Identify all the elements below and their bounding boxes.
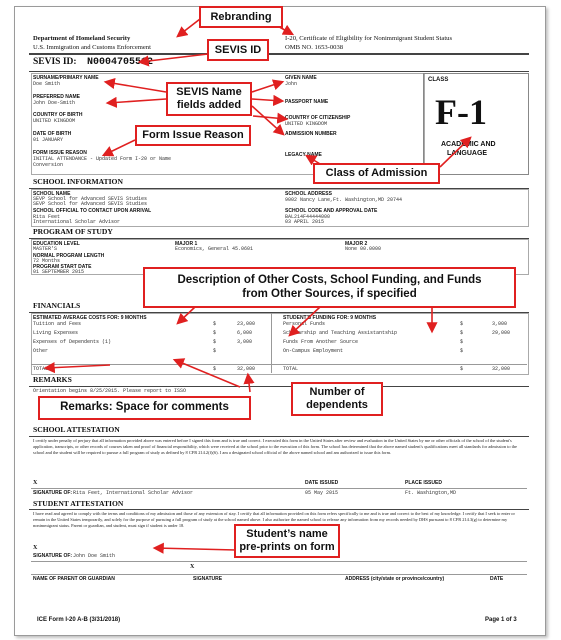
costs-label: ESTIMATED AVERAGE COSTS FOR: 9 MONTHS	[33, 315, 147, 321]
funding-row-label: On-Campus Employment	[283, 348, 344, 354]
student-signature-value: John Doe Smith	[73, 553, 116, 559]
school-name-value-2: SEVP School for Advanced SEVIS Studies	[33, 201, 148, 207]
class-label: CLASS	[428, 77, 449, 83]
parent-signature-label: SIGNATURE	[193, 576, 223, 582]
education-level-label: EDUCATION LEVEL	[33, 241, 80, 247]
student-sign-x: X	[33, 545, 38, 551]
school-info-title: SCHOOL INFORMATION	[33, 177, 123, 186]
citizenship-value: UNITED KINGDOM	[285, 121, 328, 127]
funding-row-currency: $	[460, 321, 464, 327]
student-attestation-text: I have read and agreed to comply with the terms and conditions of my admission and those of any extension of stay. I certify that all information provided on this form refers specifically to me and is true and correct to the best of my knowledge. I certify that I seek to enter or remain in the United States temporarily, and solely for the purpose of pursuing a full program of study at the school named above. I also authorize the named school to release any information from my records needed by DHS pursuant to 8 CFR 214.3(g) to determine my nonimmigrant status. Parent or guardian, and student, must sign if student is under 18.	[33, 511, 515, 528]
funding-label: STUDENT'S FUNDING FOR: 9 MONTHS	[283, 315, 377, 321]
birth-country-value: UNITED KINGDOM	[33, 118, 76, 124]
cost-row-label: Tuition and Fees	[33, 321, 82, 327]
footer-form-id: ICE Form I-20 A-B (3/31/2018)	[37, 617, 121, 623]
student-signature-label: SIGNATURE OF:	[33, 553, 73, 559]
class-sub-1: ACADEMIC AND	[441, 141, 496, 148]
cost-row-label: Other	[33, 348, 49, 354]
costs-total-label: TOTAL	[33, 366, 49, 372]
issue-reason-value-2: Conversion	[33, 162, 64, 168]
parent-sign-x: X	[190, 564, 195, 570]
funding-row-label: Scholarship and Teaching Assistantship	[283, 330, 398, 336]
school-attestation-title: SCHOOL ATTESTATION	[33, 425, 120, 434]
funding-total-label: TOTAL	[283, 366, 299, 372]
form-title: I-20, Certificate of Eligibility for Nonimmigrant Student Status	[285, 35, 453, 42]
passport-name-label: PASSPORT NAME	[285, 99, 329, 105]
arrow-name-admission	[252, 106, 283, 134]
program-start-value: 01 SEPTEMBER 2015	[33, 269, 85, 275]
remarks-text: Orientation begins 8/25/2015. Please report to ISSO	[33, 388, 187, 394]
cost-row-label: Living Expenses	[33, 330, 79, 336]
program-start-label: PROGRAM START DATE	[33, 264, 92, 270]
callout-other-costs: Description of Other Costs, School Funding, and Funds from Other Sources, if specified	[143, 267, 516, 308]
school-official-label: SCHOOL OFFICIAL TO CONTACT UPON ARRIVAL	[33, 208, 152, 214]
sevis-id-label: SEVIS ID:	[33, 57, 77, 67]
funding-total-value: 32,000	[492, 366, 511, 372]
legacy-name-label: LEGACY NAME	[285, 152, 322, 158]
major1-value: Economics, General 45.0601	[175, 246, 254, 252]
funding-row-label: Personal Funds	[283, 321, 326, 327]
birth-country-label: COUNTRY OF BIRTH	[33, 112, 83, 118]
cost-row-currency: $	[213, 348, 217, 354]
date-issued-label: DATE ISSUED	[305, 480, 339, 486]
omb-number: OMB NO. 1653-0038	[285, 44, 344, 51]
callout-rebranding: Rebranding	[199, 6, 283, 28]
school-address-label: SCHOOL ADDRESS	[285, 191, 332, 197]
preferred-name-value: John Doe-Smith	[33, 100, 76, 106]
callout-preprint: Student’s name pre-prints on form	[234, 524, 340, 558]
issue-reason-label: FORM ISSUE REASON	[33, 150, 87, 156]
school-code-value: BAL214F44444000	[285, 214, 331, 220]
arrow-name-preferred	[108, 99, 166, 103]
school-code-label: SCHOOL CODE AND APPROVAL DATE	[285, 208, 378, 214]
issue-reason-value: INITIAL ATTENDANCE - Updated Form I-20 or Name	[33, 156, 172, 162]
admission-number-label: ADMISSION NUMBER	[285, 131, 337, 137]
funding-total-currency: $	[460, 366, 464, 372]
preferred-name-label: PREFERRED NAME	[33, 94, 80, 100]
footer-page-number: Page 1 of 3	[485, 617, 517, 623]
callout-issue-reason: Form Issue Reason	[135, 125, 251, 146]
dob-label: DATE OF BIRTH	[33, 131, 72, 137]
program-length-value: 72 Months	[33, 258, 61, 264]
surname-value: Doe Smith	[33, 81, 61, 87]
callout-remarks: Remarks: Space for comments	[38, 396, 251, 420]
school-attestation-text: I certify under penalty of perjury that all information provided above was entered before I signed this form and is true and correct. I executed this form in the United States after review and evaluation in the United States by me or other officials of the school of the student's application, transcripts, or other records of courses taken and proof of financial responsibility, which were received at the school prior to the execution of this form. The school has determined that the above named student's qualifications meet all standards for admission to the school and the student will be required to pursue a full program of study as defined by 8 CFR 214.2(f)(6). I am a designated school official of the above named school and am authorized to issue this form.	[33, 438, 517, 455]
given-name-value: John	[285, 81, 298, 87]
cost-row-label: Expenses of Dependents (1)	[33, 339, 112, 345]
callout-dependents: Number of dependents	[291, 382, 383, 416]
arrow-rebranding-left	[178, 19, 200, 36]
school-name-value-1: SEVP School for Advanced SEVIS Studies	[33, 196, 148, 202]
cost-row-currency: $	[213, 330, 217, 336]
school-address-value: 9002 Nancy Lane,Ft. Washington,MD 20744	[285, 197, 403, 203]
cost-row-currency: $	[213, 321, 217, 327]
place-issued-value: Ft. Washington,MD	[405, 490, 457, 496]
funding-row-amount: 3,000	[492, 321, 508, 327]
cost-row-currency: $	[213, 339, 217, 345]
arrow-costs-other-2	[46, 365, 110, 368]
financials-title: FINANCIALS	[33, 301, 81, 310]
arrow-class-admission	[440, 138, 470, 167]
cost-row-amount: 23,000	[237, 321, 256, 327]
sub-agency-name: U.S. Immigration and Customs Enforcement	[33, 44, 151, 51]
parent-address-label: ADDRESS (city/state or province/country)	[345, 576, 445, 582]
school-approval-value: 03 APRIL 2015	[285, 219, 325, 225]
arrow-dependents	[175, 360, 240, 387]
education-level-value: MASTER'S	[33, 246, 58, 252]
arrow-sevis-id	[140, 54, 208, 62]
remarks-title: REMARKS	[33, 375, 72, 384]
callout-name-fields: SEVIS Name fields added	[166, 82, 252, 116]
school-signature-label: SIGNATURE OF:	[33, 490, 73, 496]
school-signature-value: Rita Feet, International Scholar Advisor	[73, 490, 194, 496]
major1-label: MAJOR 1	[175, 241, 198, 247]
arrow-preprint	[155, 548, 236, 550]
parent-date-label: DATE	[490, 576, 504, 582]
funding-row-amount: 29,000	[492, 330, 511, 336]
date-issued-value: 05 May 2015	[305, 490, 339, 496]
funding-row-label: Funds From Another Source	[283, 339, 359, 345]
funding-row-currency: $	[460, 348, 464, 354]
school-name-label: SCHOOL NAME	[33, 191, 71, 197]
program-length-label: NORMAL PROGRAM LENGTH	[33, 253, 105, 259]
callout-class-admission: Class of Admission	[313, 163, 440, 184]
costs-total-currency: $	[213, 366, 217, 372]
dob-value: 01 JANUARY	[33, 137, 64, 143]
class-value: F-1	[435, 92, 487, 132]
parent-name-label: NAME OF PARENT OR GUARDIAN	[33, 576, 115, 582]
agency-name: Department of Homeland Security	[33, 35, 131, 42]
arrow-costs-other	[178, 307, 195, 323]
surname-label: SURNAME/PRIMARY NAME	[33, 75, 99, 81]
arrow-issue-reason	[104, 140, 135, 155]
school-official-value-2: International Scholar Advisor	[33, 219, 121, 225]
place-issued-label: PLACE ISSUED	[405, 480, 442, 486]
cost-row-amount: 3,000	[237, 339, 253, 345]
major2-value: None 00.0000	[345, 246, 382, 252]
student-attestation-title: STUDENT ATTESTATION	[33, 499, 124, 508]
school-official-value-1: Rita Feet	[33, 214, 61, 220]
costs-total-value: 32,000	[237, 366, 256, 372]
cost-row-amount: 6,000	[237, 330, 253, 336]
arrow-name-passport	[252, 99, 282, 101]
arrow-remarks	[248, 375, 250, 392]
funding-row-currency: $	[460, 330, 464, 336]
major2-label: MAJOR 2	[345, 241, 368, 247]
arrow-name-citizenship	[253, 116, 286, 119]
funding-row-currency: $	[460, 339, 464, 345]
arrow-name-given	[252, 82, 282, 92]
class-sub-2: LANGUAGE	[447, 150, 488, 157]
given-name-label: GIVEN NAME	[285, 75, 317, 81]
school-sign-x: X	[33, 480, 38, 486]
arrow-funding-source	[290, 307, 320, 335]
program-title: PROGRAM OF STUDY	[33, 227, 113, 236]
callout-sevis-id: SEVIS ID	[207, 39, 269, 61]
arrow-name-surname	[106, 82, 166, 92]
sevis-id-value: N0004705512	[87, 57, 154, 68]
citizenship-label: COUNTRY OF CITIZENSHIP	[285, 115, 351, 121]
